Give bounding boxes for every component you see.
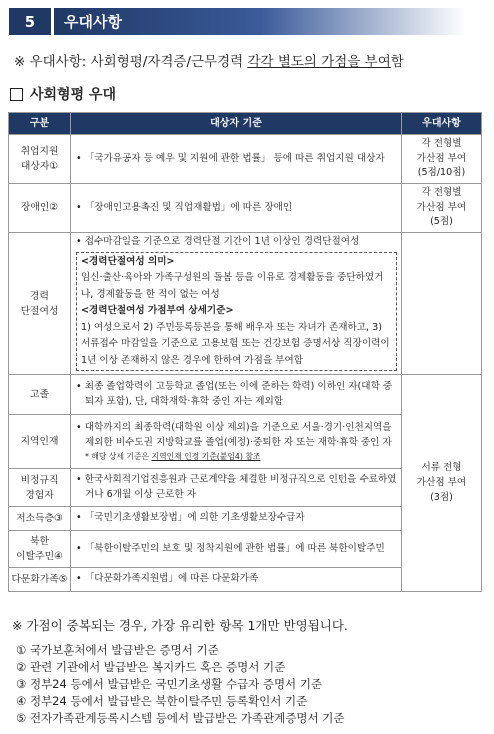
table-row — [9, 375, 482, 415]
category-cell: 지역인재 — [9, 415, 71, 469]
criteria-cell: • 「장애인고용촉진 및 직업재활법」에 따른 장애인 — [71, 184, 402, 233]
category-cell: 다문화가족⑤ — [9, 568, 71, 592]
category-cell: 북한 이탈주민④ — [9, 531, 71, 568]
criteria-cell: • 한국사회적기업진흥원과 근로계약을 체결한 비정규직으로 인턴을 수료하였거나 6개월 이상 근로한 자 — [71, 469, 402, 507]
regional-note: * 해당 상세 기준은 지역인재 인정 기준(붙임4) 참조 — [85, 451, 261, 461]
criteria-cell: • 대학까지의 최종학력(대학원 이상 제외)을 기준으로 서울·경기·인천지역을 제외한 비수도권 지방학교를 졸업(예정)·중퇴한 자 또는 재학·휴학 중인 자 * 해당 상세 기준은 지역인재 인정 기준(붙임4) 참조 — [71, 415, 402, 469]
preference-table — [8, 112, 482, 592]
proof-document-list — [16, 642, 345, 727]
table-row — [9, 184, 482, 233]
category-cell: 경력 단절여성 — [9, 233, 71, 375]
category-cell: 비정규직 경험자 — [9, 469, 71, 507]
list-item: ⑤ 전자가족관계등록시스템 등에서 발급받은 가족관계증명서 기준 — [16, 711, 345, 725]
category-cell: 저소득층③ — [9, 507, 71, 531]
header-category: 구분 — [9, 113, 71, 135]
list-item: ② 관련 기관에서 발급받은 복지카드 혹은 증명서 기준 — [16, 660, 286, 674]
section-title: 우대사항 — [54, 8, 466, 35]
criteria-cell: • 「북한이탈주민의 보호 및 정착지원에 관한 법률」에 따른 북한이탈주민 — [71, 531, 402, 568]
table-row — [9, 233, 482, 375]
list-item: ① 국가보훈처에서 발급받은 증명서 기준 — [16, 643, 219, 657]
list-item: ④ 정부24 등에서 발급받은 북한이탈주민 등록확인서 기준 — [16, 694, 308, 708]
section-number: 5 — [9, 8, 51, 35]
career-break-detail-box: <경력단절여성 의미> 임신·출산·육아와 가족구성원의 돌봄 등을 이유로 경제활동을 중단하였거나, 경제활동을 한 적이 없는 여성 <경력단절여성 가점부여 상세기준> 1) 여성으로서 2) 주민등록등본을 통해 배우자 또는 자녀가 존재하고, 3) 서류접수 마감일을 기준으로 고용보험 또는 건강보험 증명서상 직장이력이 1년 이상 존재하지 않은 경우에 한하여 가점을 부여함 — [76, 252, 397, 372]
preference-cell — [402, 233, 482, 375]
preference-cell: 각 전형별 가산점 부여 (5점/10점) — [402, 135, 482, 184]
duplicate-points-note: ※ 가점이 중복되는 경우, 가장 유리한 항목 1개만 반영됩니다. — [12, 618, 348, 633]
checkbox-square-icon — [10, 88, 23, 101]
category-cell: 취업지원 대상자① — [9, 135, 71, 184]
header-preference: 우대사항 — [402, 113, 482, 135]
section-header — [9, 8, 466, 35]
intro-underlined: 각각 별도의 가점을 부여 — [247, 54, 391, 70]
category-cell: 장애인② — [9, 184, 71, 233]
table-row — [9, 135, 482, 184]
table-header-row — [9, 113, 482, 135]
criteria-cell: • 「다문화가족지원법」에 따른 다문화가족 — [71, 568, 402, 592]
header-criteria: 대상자 기준 — [71, 113, 402, 135]
criteria-cell: • 최종 졸업학력이 고등학교 졸업(또는 이에 준하는 학력) 이하인 자(대학 중퇴자 포함), 단, 대학재학·휴학 중인 자는 제외함 — [71, 375, 402, 415]
preference-cell: 각 전형별 가산점 부여 (5점) — [402, 184, 482, 233]
criteria-cell: • 「국민기초생활보장법」에 의한 기초생활보장수급자 — [71, 507, 402, 531]
category-cell: 고졸 — [9, 375, 71, 415]
criteria-cell: • 「국가유공자 등 예우 및 지원에 관한 법률」 등에 따른 취업지원 대상자 — [71, 135, 402, 184]
intro-note: ※ 우대사항: 사회형평/자격증/근무경력 각각 별도의 가점을 부여함 — [14, 54, 404, 70]
merged-preference-cell: 서류 전형 가산점 부여 (3점) — [402, 375, 482, 592]
criteria-cell: • 접수마감일을 기준으로 경력단절 기간이 1년 이상인 경력단절여성 <경력단절여성 의미> 임신·출산·육아와 가족구성원의 돌봄 등을 이유로 경제활동을 중단하였거나, 경제활동을 한 적이 없는 여성 <경력단절여성 가점부여 상세기준> 1) 여성으로서 2) 주민등록등본을 통해 배우자 또는 자녀가 존재하고, 3) 서류접수 마감일을 기준으로 고용보험 또는 건강보험 증명서상 직장이력이 1년 이상 존재하지 않은 경우에 한하여 가점을 부여함 — [71, 233, 402, 375]
subheading: 사회형평 우대 — [10, 84, 116, 104]
list-item: ③ 정부24 등에서 발급받은 국민기초생활 수급자 증명서 기준 — [16, 677, 323, 691]
